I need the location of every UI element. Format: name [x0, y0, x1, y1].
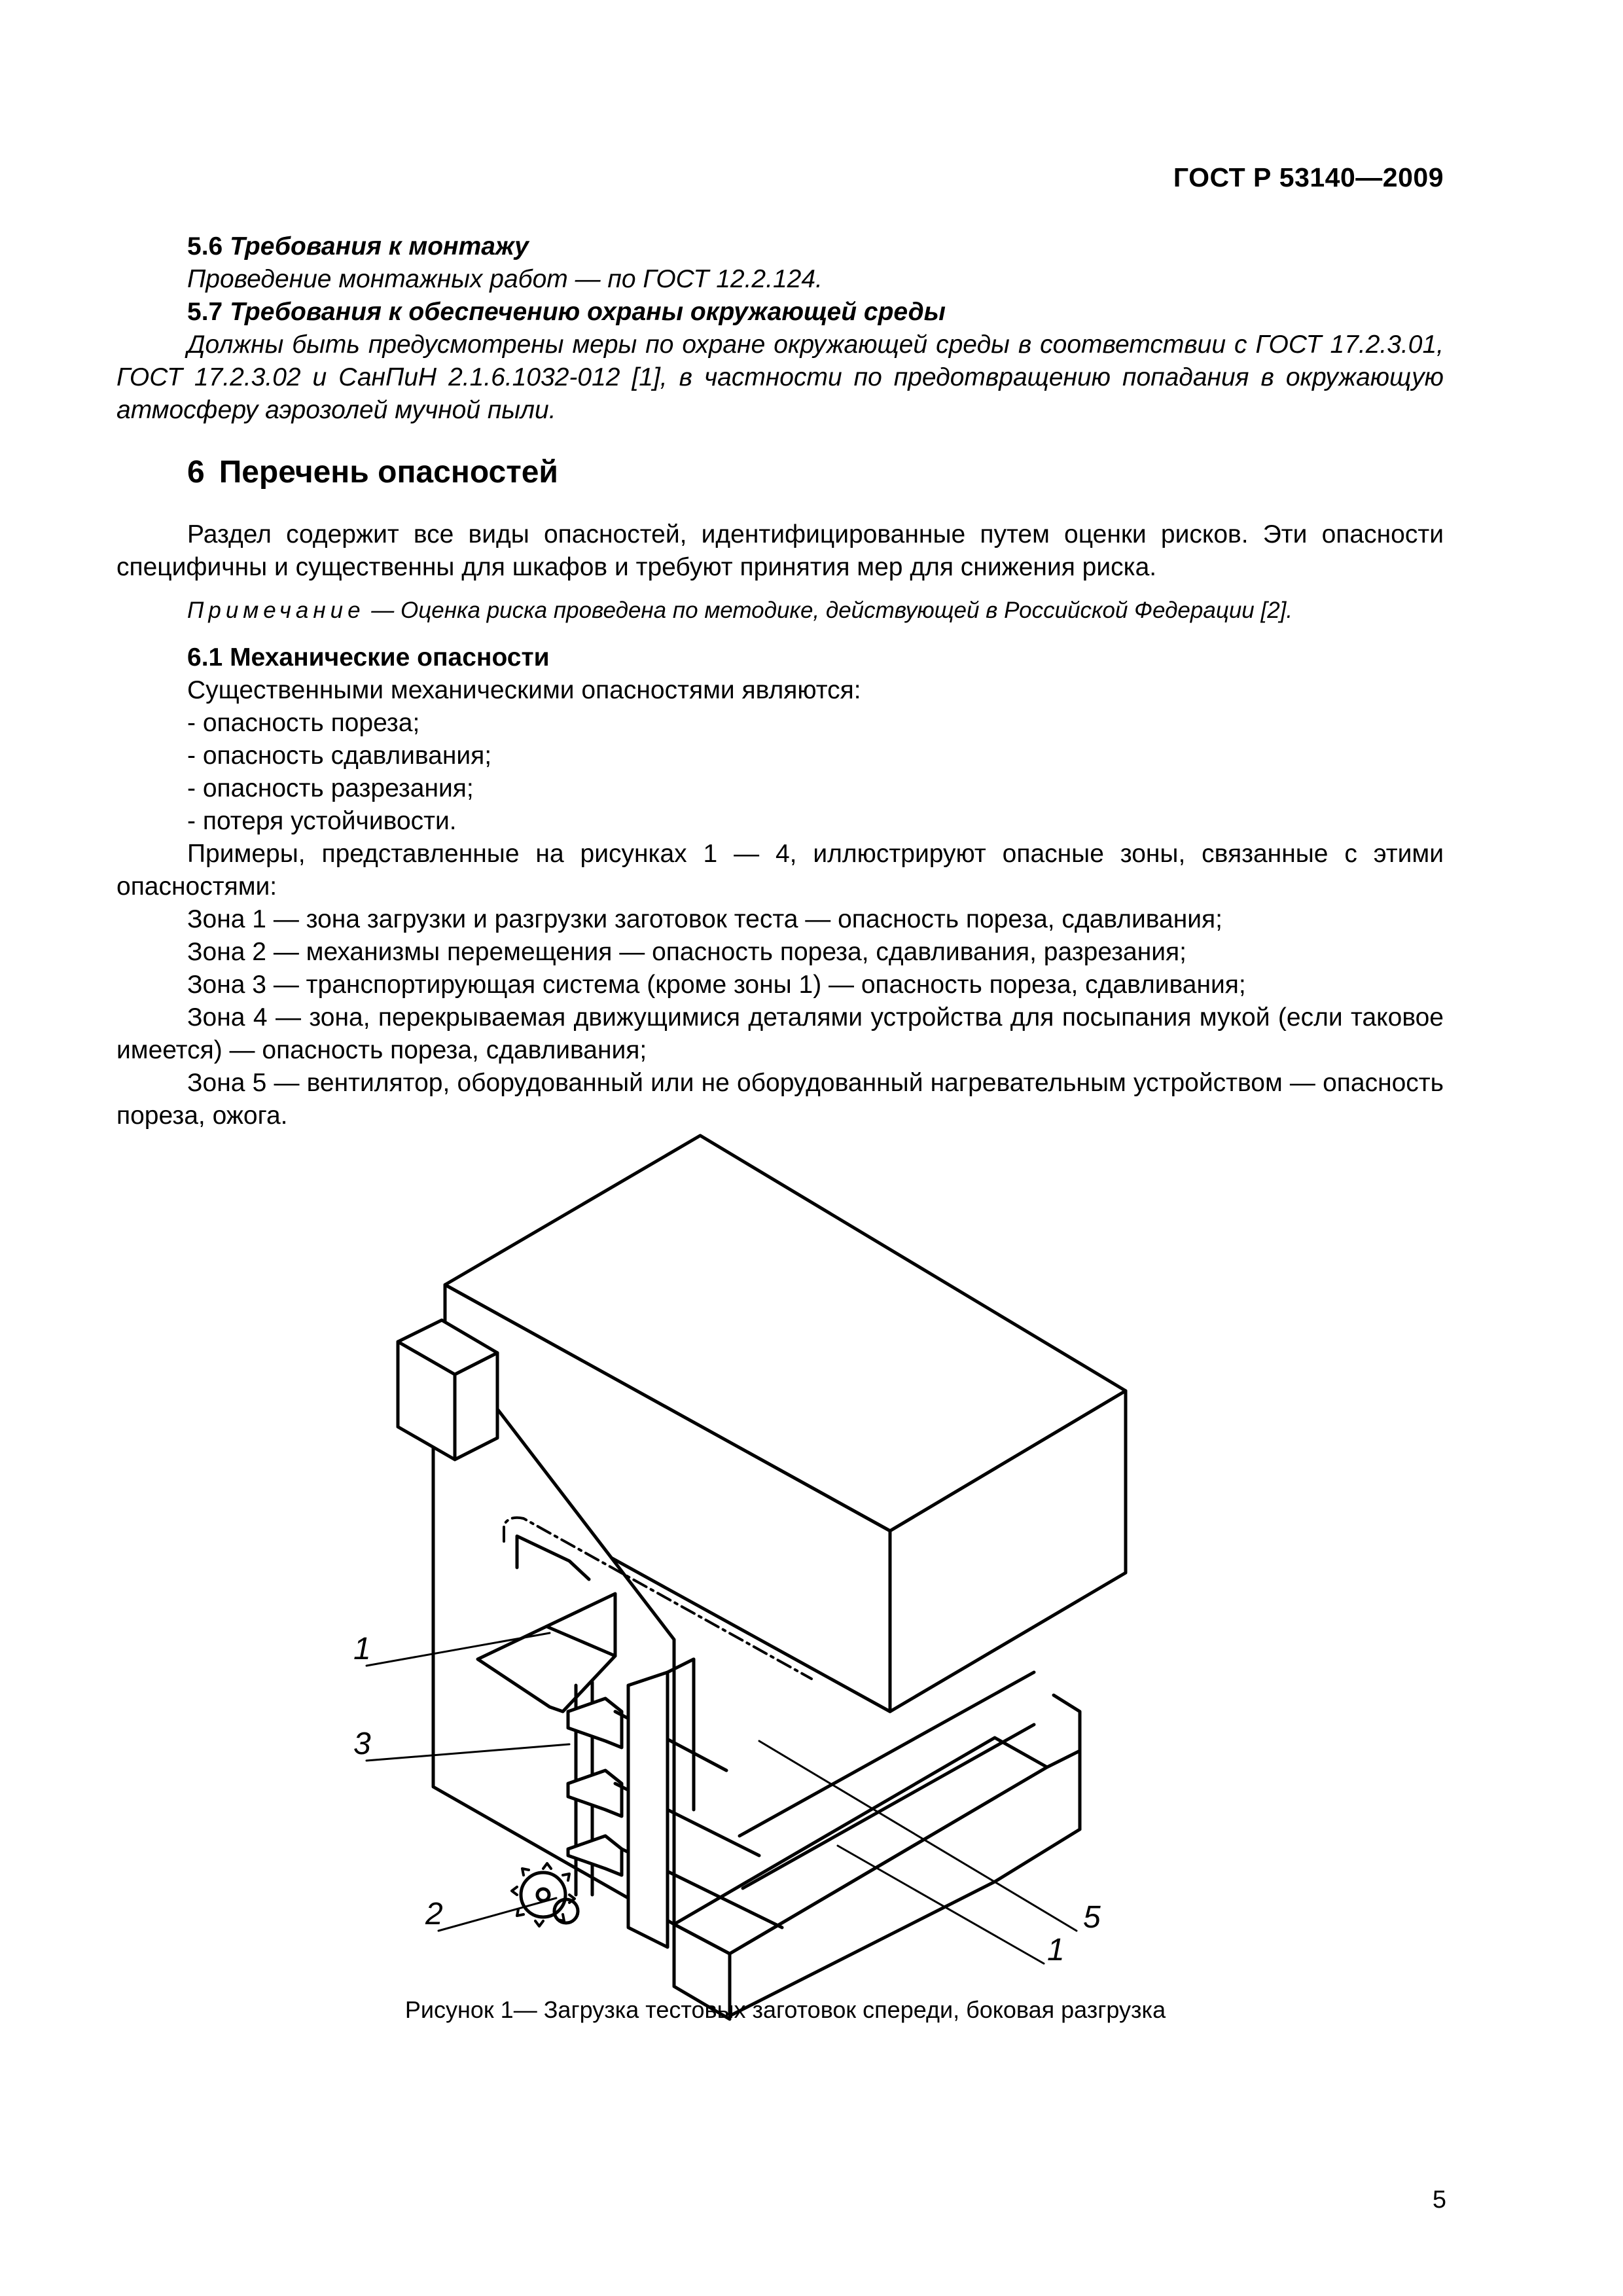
list-item: - опасность пореза; [187, 709, 420, 737]
gear-hub [537, 1889, 549, 1901]
label-zone-2: 2 [425, 1897, 443, 1931]
section-6-intro: Раздел содержит все виды опасностей, идентифицированные путем оценки рисков. Эти опасности специфичны и существенны для шкафов и требуют принятия мер для снижения риска. [116, 520, 1444, 581]
inner-post [628, 1672, 668, 1947]
note-text: — Оценка риска проведена по методике, действующей в Российской Федерации [2]. [371, 598, 1293, 623]
label-zone-5: 5 [1083, 1900, 1101, 1935]
label-zone-3: 3 [353, 1727, 371, 1761]
page-number: 5 [1432, 2186, 1446, 2214]
gear-icon [521, 1873, 565, 1917]
zone-item: Зона 4 — зона, перекрываемая движущимися деталями устройства для посыпания мукой (если таковое имеется) — опасность пореза, сдавливания; [116, 1003, 1444, 1064]
label-zone-1a: 1 [353, 1632, 371, 1666]
section-5-7-heading: 5.7 Требования к обеспечению охраны окружающей среды [187, 298, 946, 326]
list-item: - потеря устойчивости. [187, 807, 457, 835]
note [116, 594, 1444, 627]
document-id: ГОСТ Р 53140—2009 [1173, 162, 1444, 192]
note-label: Примечание [187, 598, 365, 623]
figure-1-drawing [340, 1136, 1101, 2019]
figure-caption: Рисунок 1— Загрузка тестовых заготовок спереди, боковая разгрузка [404, 1996, 1166, 2023]
zone-item: Зона 3 — транспортирующая система (кроме зоны 1) — опасность пореза, сдавливания; [187, 971, 1246, 999]
section-6-1-lead: Существенными механическими опасностями являются: [187, 676, 861, 704]
section-5-6-heading: 5.6 Требования к монтажу [187, 232, 529, 260]
section-6-1-heading: 6.1 Механические опасности [187, 643, 550, 672]
section-6-heading: 6 Перечень опасностей [187, 455, 558, 490]
list-item: - опасность разрезания; [187, 774, 474, 802]
examples-text: Примеры, представленные на рисунках 1 — 4, иллюстрируют опасные зоны, связанные с этими опасностями: [116, 840, 1444, 901]
section-5-6-text: Проведение монтажных работ — по ГОСТ 12.2.124. [187, 265, 823, 293]
main-text [116, 230, 1444, 1132]
list-item: - опасность сдавливания; [187, 742, 492, 770]
zone-item: Зона 2 — механизмы перемещения — опасность пореза, сдавливания, разрезания; [187, 938, 1186, 966]
zone-item: Зона 1 — зона загрузки и разгрузки заготовок теста — опасность пореза, сдавливания; [187, 905, 1222, 933]
zone-item: Зона 5 — вентилятор, оборудованный или не оборудованный нагревательным устройством — опасность пореза, ожога. [116, 1069, 1444, 1130]
label-zone-1b: 1 [1047, 1933, 1065, 1967]
section-5-7-text: Должны быть предусмотрены меры по охране окружающей среды в соответствии с ГОСТ 17.2.3.01, ГОСТ 17.2.3.02 и СанПиН 2.1.6.1032-012 [1], в частности по предотвращению попадания в окружающую атмосферу аэрозолей мучной пыли. [116, 331, 1444, 424]
